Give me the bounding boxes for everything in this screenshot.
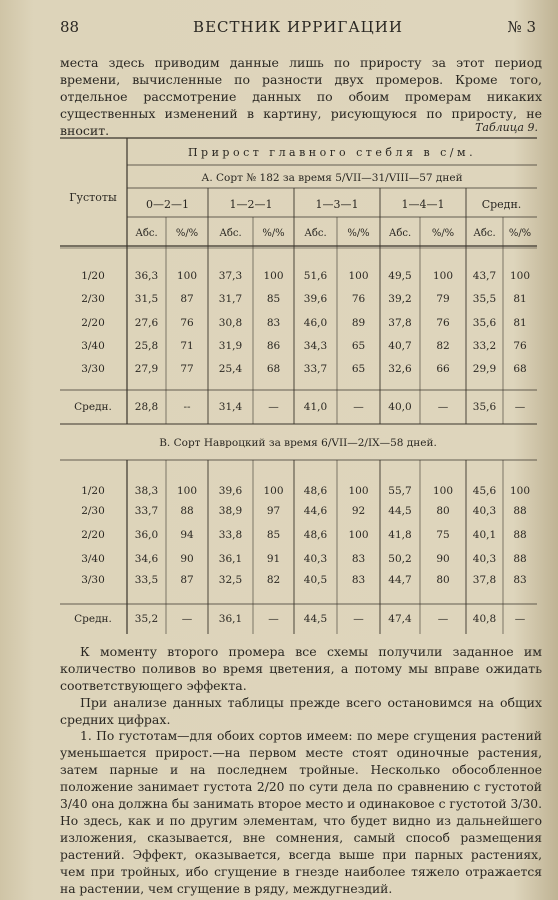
- section-b-cell: 82: [266, 574, 281, 586]
- col-pct-label: %/%: [431, 228, 455, 239]
- section-b-avg-cell: 40,8: [472, 613, 497, 625]
- section-a-cell: 86: [266, 340, 281, 352]
- section-a-cell: 51,6: [303, 270, 328, 282]
- row-header: Густоты: [69, 191, 117, 204]
- main-header: Прирост главного стебля в с/м.: [187, 146, 477, 159]
- section-a-cell: 40,7: [388, 340, 412, 352]
- section-b-cell: 80: [436, 505, 450, 517]
- section-b-cell: 32,5: [218, 574, 243, 586]
- col-pct-label: %/%: [347, 228, 370, 239]
- section-b-avg-cell: 36,1: [218, 613, 243, 625]
- section-b-cell: 100: [348, 485, 369, 497]
- section-b-cell: 100: [432, 485, 454, 497]
- section-b-cell: 37,8: [472, 574, 497, 586]
- section-b-cell: 33,5: [134, 574, 159, 586]
- section-a-cell: 35,5: [472, 293, 497, 305]
- section-b-cell: 88: [513, 505, 527, 517]
- section-b-cell: 44,5: [388, 505, 412, 517]
- section-b-cell: 87: [180, 574, 194, 586]
- section-a-avg-cell: 40,0: [388, 401, 412, 413]
- scheme-label: 1—4—1: [401, 198, 445, 211]
- section-b-cell: 83: [351, 553, 366, 565]
- section-b-density-label: 2/30: [81, 505, 105, 517]
- section-a-avg-cell: 41,0: [303, 401, 328, 413]
- section-b-cell: 80: [436, 574, 450, 586]
- section-a-avg-cell: 31,4: [218, 401, 243, 413]
- section-b-avg-cell: —: [353, 613, 364, 625]
- section-a-cell: 65: [351, 363, 366, 375]
- section-b-cell: 90: [180, 553, 194, 565]
- section-b-cell: 39,6: [218, 485, 243, 497]
- section-a-title: А. Сорт № 182 за время 5/VII—31/VIII—57 дней: [201, 172, 463, 184]
- section-a-cell: 31,5: [134, 293, 159, 305]
- issue-number: № 3: [507, 18, 536, 36]
- section-b-cell: 44,7: [388, 574, 412, 586]
- section-b-cell: 45,6: [472, 485, 497, 497]
- section-a-cell: 37,8: [388, 317, 412, 329]
- section-a-cell: 27,6: [134, 317, 159, 329]
- journal-title: ВЕСТНИК ИРРИГАЦИИ: [193, 18, 403, 36]
- section-b-cell: 40,3: [472, 553, 497, 565]
- section-a-density-label: 3/40: [81, 340, 105, 352]
- section-a-cell: 49,5: [388, 270, 412, 282]
- section-b-cell: 88: [513, 553, 527, 565]
- section-a-cell: 77: [180, 363, 194, 375]
- section-b-cell: 90: [436, 553, 450, 565]
- section-b-cell: 97: [266, 505, 281, 517]
- paragraph-3: 1. По густотам—для обоих сортов имеем: по мере сгущения растений уменьшается прирост.—на первом месте стоят одиночные растения, затем парные и на последнем тройные. Несколько обособленное положение занимает густота 2/20 по сути дела по сравнению с густотой 3/40 она должна бы занимать второе место и одинаковое с густотой 3/30. Но здесь, как и по другим элементам, что будет видно из дальнейшего изложения, сказывается, вне сомнения, самый способ размещения растений. Эффект, оказывается, всегда выше при парных растениях, чем при тройных, ибо сгущение в гнезде наиболее тяжело отражается на растении, чем сгущение в ряду, междугнездий.: [60, 729, 542, 896]
- paragraph-2: При анализе данных таблицы прежде всего остановимся на общих средних цифрах.: [60, 695, 542, 727]
- paragraph-1: К моменту второго промера все схемы получили заданное им количество поливов во время цветения, а потому мы вправе ожидать соответствующего эффекта.: [60, 644, 542, 693]
- section-b-title: B. Сорт Навроцкий за время 6/VII—2/IX—58 дней.: [159, 437, 437, 449]
- section-b-cell: 83: [351, 574, 366, 586]
- section-b-cell: 50,2: [388, 553, 412, 565]
- section-b-cell: 75: [436, 529, 450, 541]
- section-a-cell: 85: [266, 293, 281, 305]
- section-a-cell: 68: [513, 363, 527, 375]
- section-a-cell: 82: [436, 340, 450, 352]
- section-a-avg-cell: —: [514, 401, 526, 413]
- section-b-cell: 38,9: [218, 505, 243, 517]
- section-b-cell: 40,3: [472, 505, 497, 517]
- section-a-avg-cell: 28,8: [134, 401, 159, 413]
- section-b-cell: 83: [513, 574, 527, 586]
- section-a-avg-cell: —: [437, 401, 449, 413]
- section-a-cell: 65: [351, 340, 366, 352]
- section-b-cell: 41,8: [388, 529, 412, 541]
- section-b-density-label: 1/20: [81, 485, 105, 497]
- section-a-cell: 29,9: [472, 363, 497, 375]
- section-a-cell: 76: [351, 293, 366, 305]
- section-b-density-label: 3/40: [81, 553, 105, 565]
- section-a-cell: 30,8: [218, 317, 243, 329]
- page-number: 88: [60, 18, 80, 36]
- section-a-cell: 37,3: [218, 270, 243, 282]
- col-abs-label: Абс.: [388, 228, 412, 239]
- intro-paragraph: места здесь приводим данные лишь по приросту за этот период времени, вычисленные по разности двух промеров. Кроме того, отдельное рассмотрение данных по обоим промерам никаких существенных изменений в картину, рисующуюся по приросту, не вносит.: [60, 55, 542, 138]
- scheme-label: 1—2—1: [229, 198, 273, 211]
- scheme-label: 1—3—1: [315, 198, 359, 211]
- section-b-cell: 55,7: [388, 485, 412, 497]
- section-b-cell: 40,5: [303, 574, 328, 586]
- section-a-cell: 76: [513, 340, 527, 352]
- section-b-avg-cell: —: [181, 613, 193, 625]
- section-a-density-label: 2/30: [81, 293, 105, 305]
- section-a-cell: 76: [436, 317, 450, 329]
- section-b-avg-cell: 44,5: [303, 613, 328, 625]
- col-abs-label: Абс.: [304, 228, 327, 239]
- table-caption: Таблица 9.: [475, 121, 538, 134]
- section-a-cell: 33,2: [472, 340, 497, 352]
- section-a-avg-cell: —: [353, 401, 364, 413]
- section-a-cell: 100: [348, 270, 369, 282]
- col-pct-label: %/%: [508, 228, 532, 239]
- section-b-cell: 88: [180, 505, 194, 517]
- col-abs-label: Абс.: [473, 228, 496, 239]
- section-a-cell: 43,7: [472, 270, 497, 282]
- section-b-cell: 48,6: [303, 485, 328, 497]
- section-b-cell: 40,3: [303, 553, 328, 565]
- section-a-cell: 35,6: [472, 317, 497, 329]
- section-b-avg-label: Средн.: [74, 613, 112, 625]
- section-a-cell: 27,9: [134, 363, 159, 375]
- section-a-avg-label: Средн.: [74, 401, 112, 413]
- section-b-cell: 100: [176, 485, 198, 497]
- section-a-cell: 66: [436, 363, 450, 375]
- col-abs-label: Абс.: [135, 228, 158, 239]
- section-a-density-label: 3/30: [81, 363, 105, 375]
- section-a-cell: 33,7: [303, 363, 328, 375]
- section-a-density-label: 2/20: [81, 317, 105, 329]
- col-pct-label: %/%: [262, 228, 285, 239]
- section-a-cell: 25,8: [134, 340, 159, 352]
- section-b-cell: 36,0: [134, 529, 159, 541]
- section-a-avg-cell: --: [183, 401, 191, 413]
- scheme-label: Средн.: [481, 198, 522, 211]
- section-b-avg-cell: —: [268, 613, 279, 625]
- section-b-cell: 100: [263, 485, 284, 497]
- section-b-avg-cell: —: [437, 613, 449, 625]
- section-a-cell: 100: [509, 270, 531, 282]
- section-b-cell: 91: [266, 553, 281, 565]
- section-b-cell: 48,6: [303, 529, 328, 541]
- section-b-cell: 100: [509, 485, 531, 497]
- section-b-cell: 38,3: [134, 485, 159, 497]
- section-b-cell: 36,1: [218, 553, 243, 565]
- section-a-cell: 31,9: [218, 340, 243, 352]
- section-a-avg-cell: 35,6: [472, 401, 497, 413]
- section-a-cell: 31,7: [218, 293, 243, 305]
- section-b-density-label: 2/20: [81, 529, 105, 541]
- scheme-label: 0—2—1: [146, 198, 189, 211]
- section-b-cell: 100: [348, 529, 369, 541]
- section-a-cell: 32,6: [388, 363, 412, 375]
- section-a-density-label: 1/20: [81, 270, 105, 282]
- section-b-cell: 33,7: [134, 505, 159, 517]
- section-b-cell: 44,6: [303, 505, 328, 517]
- section-a-cell: 100: [432, 270, 454, 282]
- section-a-cell: 71: [180, 340, 194, 352]
- section-a-avg-cell: —: [268, 401, 279, 413]
- section-a-cell: 100: [176, 270, 198, 282]
- section-a-cell: 83: [266, 317, 281, 329]
- section-b-cell: 40,1: [472, 529, 497, 541]
- col-abs-label: Абс.: [219, 228, 242, 239]
- section-b-density-label: 3/30: [81, 574, 105, 586]
- section-a-cell: 34,3: [303, 340, 328, 352]
- section-a-cell: 39,2: [388, 293, 412, 305]
- section-b-cell: 34,6: [134, 553, 159, 565]
- section-a-cell: 81: [513, 317, 527, 329]
- section-a-cell: 81: [513, 293, 527, 305]
- section-a-cell: 25,4: [218, 363, 243, 375]
- section-b-avg-cell: 47,4: [388, 613, 412, 625]
- section-b-cell: 88: [513, 529, 527, 541]
- section-b-avg-cell: —: [514, 613, 526, 625]
- section-b-cell: 94: [180, 529, 194, 541]
- section-a-cell: 76: [180, 317, 194, 329]
- section-b-cell: 92: [351, 505, 366, 517]
- section-a-cell: 79: [436, 293, 450, 305]
- section-a-cell: 89: [351, 317, 366, 329]
- section-a-cell: 36,3: [134, 270, 159, 282]
- section-b-cell: 33,8: [218, 529, 243, 541]
- section-a-cell: 68: [266, 363, 281, 375]
- section-a-cell: 100: [263, 270, 284, 282]
- section-b-cell: 85: [266, 529, 281, 541]
- col-pct-label: %/%: [175, 228, 199, 239]
- section-a-cell: 87: [180, 293, 194, 305]
- section-a-cell: 46,0: [303, 317, 328, 329]
- section-a-cell: 39,6: [303, 293, 328, 305]
- section-b-avg-cell: 35,2: [134, 613, 159, 625]
